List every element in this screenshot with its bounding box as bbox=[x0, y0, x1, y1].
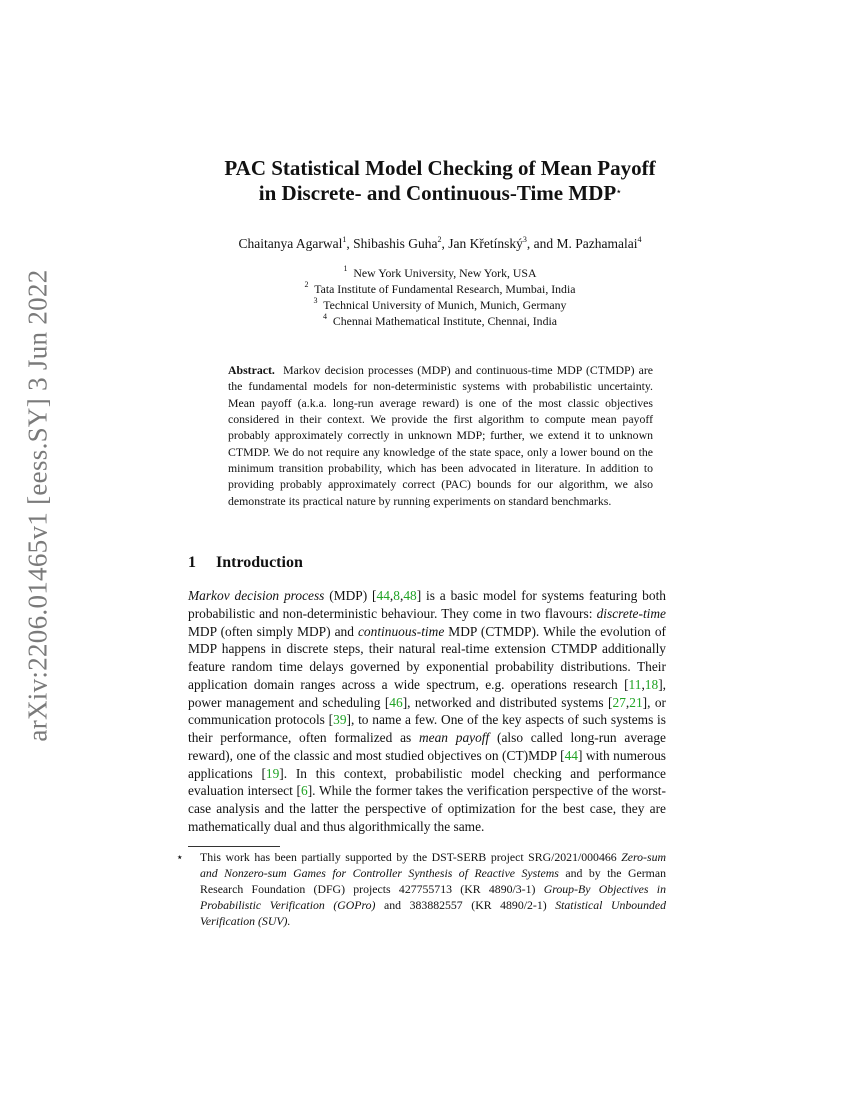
text-run: ]. In this context, probabilistic model checking and performance evaluation intersect [ bbox=[188, 765, 666, 799]
footnote bbox=[176, 850, 667, 930]
author: Chaitanya Agarwal$^1$, bbox=[238, 235, 354, 251]
text-run: MDP (often simply MDP) and bbox=[188, 623, 358, 639]
text-run: ] is a basic model for systems featuring both probabilistic and non-deterministic behaviour. They come in two flavours: bbox=[188, 588, 666, 621]
citation-link[interactable]: 11 bbox=[628, 676, 642, 692]
citation-link[interactable]: 44 bbox=[564, 747, 578, 763]
citation-link[interactable]: 6 bbox=[300, 783, 308, 799]
section-heading-introduction bbox=[188, 554, 303, 572]
citation-link[interactable]: 39 bbox=[333, 712, 347, 728]
emphasized-text: Statistical Unbounded Verification (SUV). bbox=[200, 897, 667, 928]
section-title: Introduction bbox=[216, 554, 303, 571]
citation-link[interactable]: 8 bbox=[393, 588, 400, 603]
text-run: and 383882557 (KR 4890/2-1) bbox=[375, 897, 556, 912]
emphasized-text: continuous-time bbox=[357, 623, 445, 639]
footnote-mark: ⋆ bbox=[176, 850, 184, 864]
citation-link[interactable]: 46 bbox=[389, 694, 403, 710]
title-line-2: in Discrete- and Continuous-Time MDP⋆ bbox=[258, 181, 622, 205]
text-run: This work has been partially supported by the DST-SERB project SRG/2021/000466 bbox=[200, 850, 622, 864]
emphasized-text: discrete-time bbox=[596, 605, 666, 621]
paper-title bbox=[140, 156, 740, 206]
emphasized-text: Markov decision process bbox=[188, 588, 325, 603]
author: Shibashis Guha$^2$, bbox=[353, 235, 449, 251]
text-run: ], or communication protocols [ bbox=[188, 694, 667, 728]
text-run: ]. While the former takes the verification perspective of the worst-case analysis and the latter the perspective of optimization for the best case, they are mathematically dual and thus algorithmically the same. bbox=[188, 783, 666, 834]
author-list bbox=[100, 235, 780, 252]
abstract bbox=[228, 362, 653, 509]
affiliation-list bbox=[140, 265, 740, 329]
author: Jan Křetínský$^3$, and bbox=[448, 235, 557, 251]
introduction-paragraph bbox=[188, 587, 666, 836]
abstract-label: Abstract. bbox=[228, 363, 275, 377]
text-run: MDP (CTMDP). While the evolution of MDP happens in discrete steps, their natural real-time extension CTMDP additionally feature random time delays governed by exponential probability distributions. Their application domain ranges across a wide spectrum, e.g. operations research [ bbox=[188, 623, 667, 692]
text-run: , bbox=[625, 694, 630, 710]
abstract-text: Markov decision processes (MDP) and continuous-time MDP (CTMDP) are the fundamental models for non-deterministic systems with probabilistic uncertainty. Mean payoff (a.k.a. long-run average reward) is one of the most classic objectives considered in their context. We provide the first algorithm to compute mean payoff probably approximately correctly in unknown MDP; further, we extend it to unknown CTMDP. We do not require any knowledge of the state space, only a lower bound on the minimum transition probability, which has been advocated in literature. In addition to providing probably approximately correct (PAC) bounds for our algorithm, we also demonstrate its practical nature by running experiments on standard benchmarks. bbox=[228, 363, 654, 508]
text-run: , bbox=[641, 676, 645, 692]
text-run: , bbox=[389, 588, 394, 603]
citation-link[interactable]: 44 bbox=[376, 588, 390, 603]
emphasized-text: Group-By Objectives in Probabilistic Verification (GOPro) bbox=[200, 881, 666, 912]
footnote-divider bbox=[188, 846, 280, 847]
arxiv-sidebar-stamp bbox=[8, 268, 68, 742]
author: M. Pazhamalai$^4$ bbox=[556, 235, 642, 251]
affiliation: $^2$ Tata Institute of Fundamental Research, Mumbai, India bbox=[304, 280, 576, 296]
text-run: ], networked and distributed systems [ bbox=[402, 694, 613, 710]
text-run: and by the German Research Foundation (DFG) projects 427755713 (KR 4890/3-1) bbox=[200, 865, 666, 896]
affiliation: $^4$ Chennai Mathematical Institute, Chennai, India bbox=[323, 312, 557, 328]
text-run: ] with numerous applications [ bbox=[188, 747, 666, 781]
citation-link[interactable]: 21 bbox=[629, 694, 643, 710]
title-footnote-mark: ⋆ bbox=[616, 187, 622, 196]
footnote-text bbox=[176, 850, 667, 930]
text-run: ], power management and scheduling [ bbox=[188, 676, 666, 710]
citation-link[interactable]: 48 bbox=[403, 588, 417, 603]
affiliation: $^3$ Technical University of Munich, Munich, Germany bbox=[313, 296, 567, 312]
emphasized-text: mean payoff bbox=[419, 730, 490, 745]
title-line-1: PAC Statistical Model Checking of Mean Payoff bbox=[224, 156, 656, 180]
text-run: ], to name a few. One of the key aspects of such systems is their performance, often formalized as bbox=[188, 712, 666, 745]
emphasized-text: Zero-sum and Nonzero-sum Games for Controller Synthesis of Reactive Systems bbox=[200, 850, 666, 880]
citation-link[interactable]: 27 bbox=[612, 694, 626, 710]
text-run: , bbox=[399, 588, 404, 603]
section-number: 1 bbox=[188, 554, 196, 571]
text-run: (also called long-run average reward), one of the classic and most studied objectives on (CT)MDP [ bbox=[188, 730, 666, 763]
citation-link[interactable]: 19 bbox=[265, 765, 280, 781]
arxiv-identifier: arXiv:2206.01465v1 [eess.SY] 3 Jun 2022 bbox=[22, 268, 53, 742]
text-run: (MDP) [ bbox=[324, 588, 377, 603]
citation-link[interactable]: 18 bbox=[644, 676, 659, 692]
affiliation: $^1$ New York University, New York, USA bbox=[343, 264, 537, 280]
